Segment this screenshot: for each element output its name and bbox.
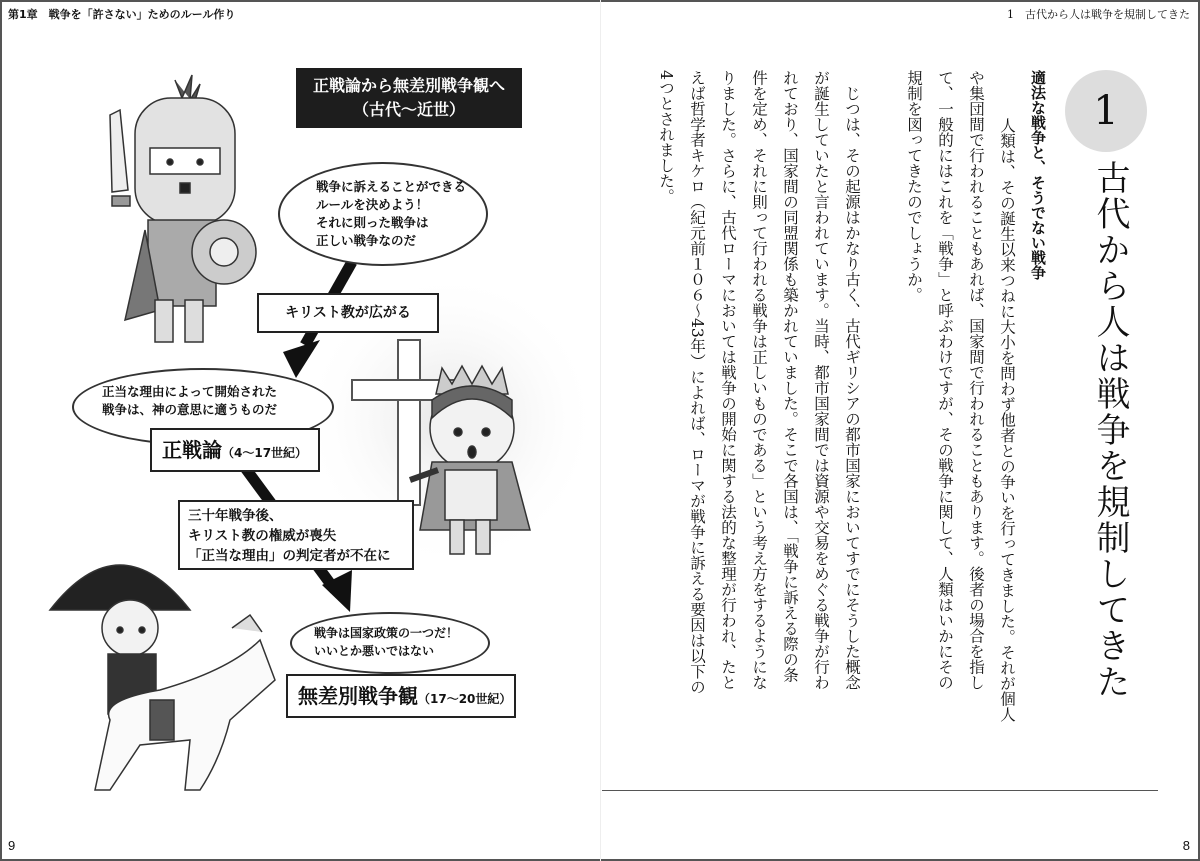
step-christianity-spreads: キリスト教が広がる — [257, 293, 439, 333]
body-column: えば哲学者キケロ（紀元前１０６〜43年）によれば、ローマが戦争に訴える要因は以下の — [688, 70, 706, 695]
body-column: れており、国家間の同盟関係も築かれていました。そこで各国は、「戦争に訴える際の条 — [781, 70, 799, 683]
body-column: じつは、その起源はかなり古く、古代ギリシアの都市国家においてすでにそうした概念 — [843, 70, 861, 690]
body-column: 規制を図ってきたのでしょうか。 — [905, 70, 923, 303]
running-header-left: 第1章 戦争を「許さない」ためのルール作り — [8, 8, 236, 21]
page-bottom-rule — [602, 790, 1158, 791]
section-title: 古代から人は戦争を規制してきた — [1090, 160, 1130, 700]
stage-label: 正戦論 — [162, 438, 222, 462]
diagram-title-line-1: 正戦論から無差別戦争観へ — [312, 76, 505, 95]
body-column: 件を定め、それに則って行われる戦争は正しいものである」という考え方をするようにな — [750, 70, 768, 690]
knight-illustration — [110, 75, 256, 342]
bubble-line: ルールを決めよう！ — [316, 197, 429, 212]
section-subhead: 適法な戦争と、そうでない戦争 — [1029, 70, 1047, 280]
stage-label: 無差別戦争観 — [298, 684, 418, 708]
step-line: キリスト教の権威が喪失 — [188, 528, 337, 544]
step-thirty-years-war — [178, 500, 414, 570]
bubble-line: 戦争は国家政策の一つだ！ — [314, 626, 459, 640]
gutter — [600, 0, 601, 861]
section-number: 1 — [1065, 70, 1147, 152]
napoleon-illustration — [50, 565, 275, 790]
bubble-line: いいとか悪いではない — [314, 644, 435, 658]
body-column: 4つとされました。 — [657, 70, 675, 204]
speech-bubble-knight — [278, 162, 488, 266]
body-column: て、一般的にはこれを「戦争」と呼ぶわけですが、その戦争に関して、人類はいかにその — [936, 70, 954, 690]
stage-period: （17〜20世紀） — [418, 692, 512, 706]
step-line: 「正当な理由」の判定者が不在に — [188, 548, 391, 564]
body-column: が誕生していたと言われています。当時、都市国家間では資源や交易をめぐる戦争が行わ — [812, 70, 830, 690]
body-column: や集団間で行われることもあれば、国家間で行われることもあります。後者の場合を指し — [967, 70, 985, 690]
bubble-line: 戦争は、神の意思に適うものだ — [102, 402, 278, 417]
bubble-line: それに則った戦争は — [316, 215, 429, 230]
body-column: りました。さらに、古代ローマにおいては戦争の開始に関する法的な整理が行われ、たと — [719, 70, 737, 690]
stage-nondiscriminatory-war — [286, 674, 516, 718]
diagram-title-line-2: （古代〜近世） — [352, 100, 465, 119]
page-number-left: 9 — [8, 838, 16, 853]
step-line: 三十年戦争後、 — [188, 508, 283, 524]
running-header-right: 1 古代から人は戦争を規制してきた — [1007, 8, 1190, 21]
bubble-line: 正当な理由によって開始された — [102, 384, 278, 399]
body-column: 人類は、その誕生以来つねに大小を問わず他者との争いを行ってきました。それが個人 — [998, 102, 1016, 722]
speech-bubble-napoleon — [290, 612, 490, 674]
diagram-title — [296, 68, 522, 128]
stage-just-war-theory — [150, 428, 320, 472]
stage-period: （4〜17世紀） — [222, 446, 308, 460]
bubble-line: 正しい戦争なのだ — [316, 233, 417, 248]
bubble-line: 戦争に訴えることができる — [316, 179, 467, 194]
page-number-right: 8 — [1182, 838, 1190, 853]
